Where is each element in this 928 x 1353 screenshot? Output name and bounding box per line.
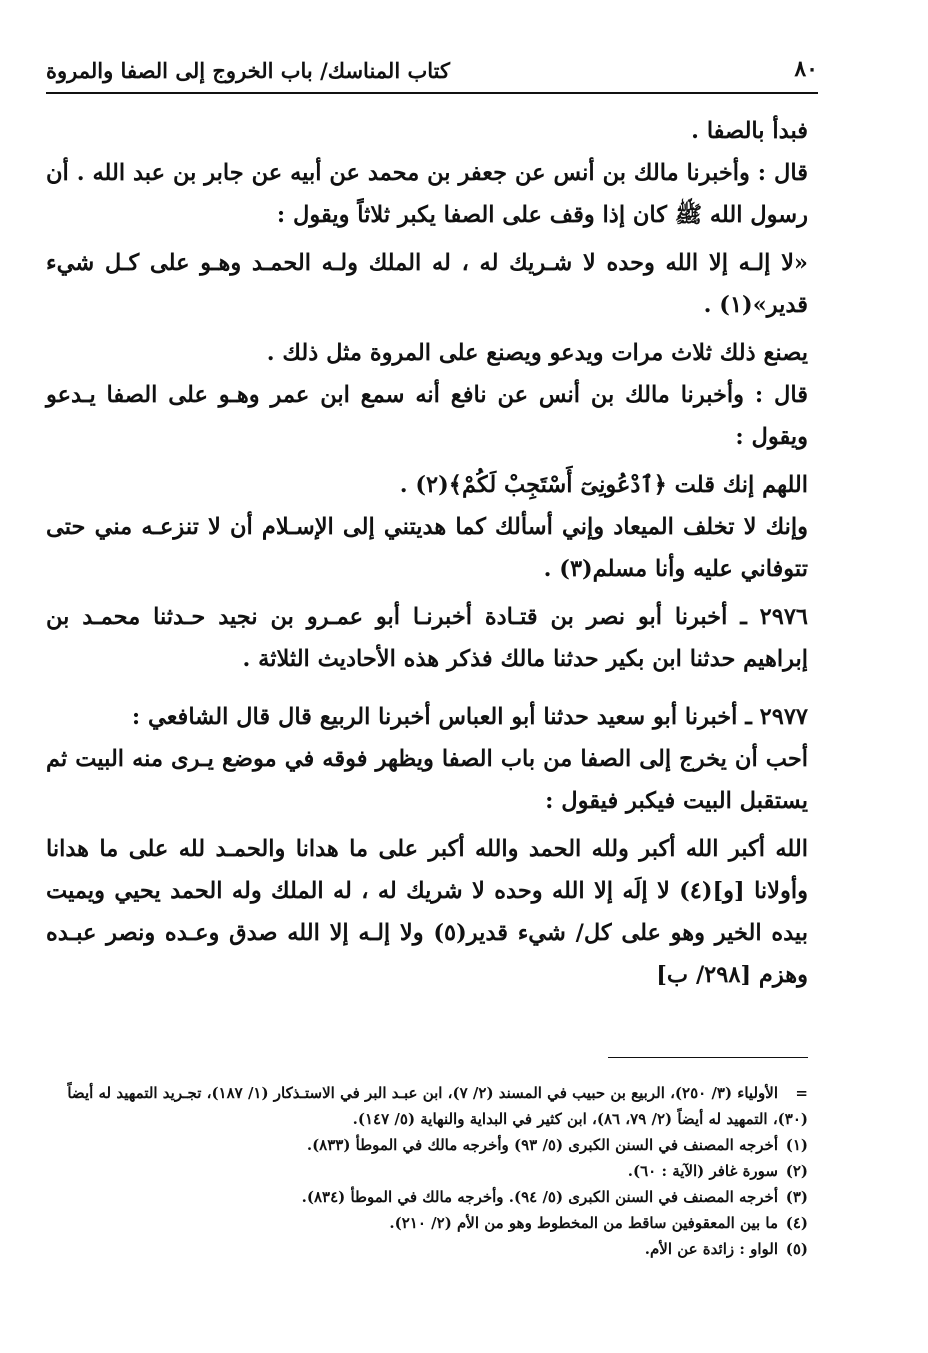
paragraph: وإنك لا تخلف الميعاد وإني أسألك كما هديتني إلى الإسـلام أن لا تنزعـه مني حتى تتوفاني عليه وأنا مسلم(٣) .	[46, 514, 808, 582]
paragraph: قال : وأخبرنا مالك بن أنس عن جعفر بن محمد عن أبيه عن جابر بن عبد الله . أن رسول الله ﷺ كان إذا وقف على الصفا يكبر ثلاثاً ويقول :	[46, 160, 808, 228]
footnote-mark: (٢)	[785, 1162, 808, 1180]
page-header	[46, 52, 818, 94]
footnote	[46, 1184, 808, 1210]
paragraph: أحب أن يخرج إلى الصفا من باب الصفا ويظهر فوقه في موضع يـرى منه البيت ثم يستقبل البيت فيكبر فيقول :	[46, 746, 808, 814]
footnote-divider	[608, 1057, 808, 1058]
main-text	[46, 110, 808, 996]
footnote	[46, 1080, 808, 1132]
paragraph-quote: «لا إلـه إلا الله وحده لا شـريك له ، له الملك ولـه الحمـد وهـو على كـل شيء قدير»(١) .	[46, 250, 808, 318]
footnote-text: ما بين المعقوفين ساقط من المخطوط وهو من الأم (٢/ ٢١٠).	[389, 1214, 778, 1232]
page-number: ٨٠	[794, 56, 818, 82]
footnote-text: أخرجه المصنف في السنن الكبرى (٥/ ٩٣) وأخرجه مالك في الموطأ (٨٣٣).	[306, 1136, 778, 1154]
paragraph-takbir: الله أكبر الله أكبر ولله الحمد والله أكبر على ما هدانا والحمـد لله على ما هدانا وأولانا [و](٤) لا إلَه إلا الله وحده لا شريك له ، له الملك وله الحمد يحيي ويميت بيده الخير وهو على كل/ شيء قدير(٥) ولا إلـه إلا الله صدق وعـده ونصر عبـده وهزم [٢٩٨/ ب]	[46, 836, 808, 988]
footnote-text: أخرجه المصنف في السنن الكبرى (٥/ ٩٤). وأخرجه مالك في الموطأ (٨٣٤).	[301, 1188, 778, 1206]
hadith-2977: ٢٩٧٧ ـ أخبرنا أبو سعيد حدثنا أبو العباس أخبرنا الربيع قال قال الشافعي :	[131, 704, 808, 730]
paragraph: فبدأ بالصفا .	[691, 118, 808, 144]
running-title: كتاب المناسك/ باب الخروج إلى الصفا والمروة	[46, 58, 450, 83]
footnote	[46, 1158, 808, 1184]
paragraph: قال : وأخبرنا مالك بن أنس عن نافع أنه سمع ابن عمر وهـو على الصفا يـدعو ويقول :	[46, 382, 808, 450]
footnote-mark: (٥)	[785, 1240, 808, 1258]
footnote	[46, 1132, 808, 1158]
hadith-2976: ٢٩٧٦ ـ أخبرنا أبو نصر بن قتـادة أخبرنـا أبو عمـرو بن نجيد حـدثنا محمـد بن إبراهيم حدثنا ابن بكير حدثنا مالك فذكر هذه الأحاديث الثلاثة .	[46, 604, 808, 672]
footnote	[46, 1210, 808, 1236]
paragraph-quran: اللهم إنك قلت ﴿ٱدْعُونِىٓ أَسْتَجِبْ لَكُمْ﴾(٢) .	[399, 472, 808, 498]
footnotes	[46, 1080, 808, 1262]
footnote-mark: (١)	[785, 1136, 808, 1154]
footnote-mark: (٣)	[785, 1188, 808, 1206]
footnote-text: الواو : زائدة عن الأم.	[644, 1240, 778, 1258]
footnote-mark: =	[795, 1084, 808, 1102]
footnote-text: الأولياء (٣/ ٢٥٠)، الربيع بن حبيب في المسند (٢/ ٧)، ابن عبـد البر في الاستـذكار (١/ ١٨٧)، تجـريد التمهيد له أيضاً (٣٠)، التمهيد له أيضاً (٢/ ٧٩، ٨٦)، ابن كثير في البداية والنهاية (٥/ ١٤٧).	[67, 1084, 808, 1128]
paragraph: يصنع ذلك ثلاث مرات ويدعو ويصنع على المروة مثل ذلك .	[266, 340, 808, 366]
footnote-mark: (٤)	[785, 1214, 808, 1232]
footnote-text: سورة غافر (الآية : ٦٠).	[627, 1162, 778, 1180]
footnote	[46, 1236, 808, 1262]
